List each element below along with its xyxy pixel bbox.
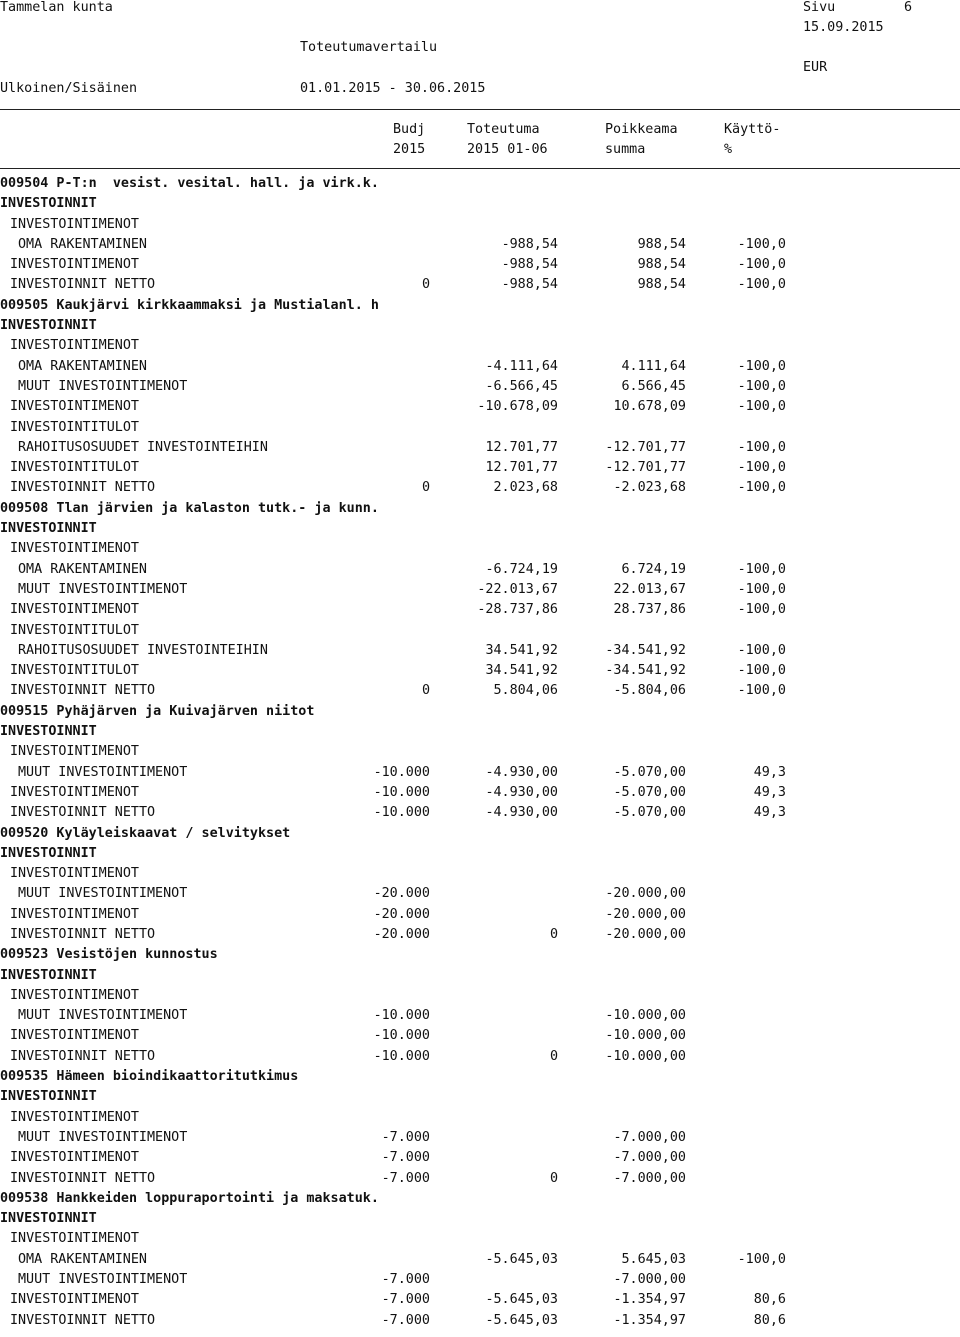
row-label: 009538 Hankkeiden loppuraportointi ja maksatuk. <box>0 1190 379 1206</box>
table-row <box>0 1229 960 1249</box>
usage-percent-cell: -100,0 <box>737 236 786 252</box>
variance-cell: 5.645,03 <box>621 1251 686 1267</box>
variance-cell: -7.000,00 <box>613 1129 686 1145</box>
row-label: INVESTOINTIMENOT <box>10 257 139 273</box>
budget-cell: -10.000 <box>373 784 430 800</box>
variance-cell: 988,54 <box>637 277 686 293</box>
group-row <box>0 316 960 336</box>
table-row <box>0 864 960 884</box>
row-label: INVESTOINTIMENOT <box>10 541 139 557</box>
usage-percent-cell: -100,0 <box>737 581 786 597</box>
actual-cell: 2.023,68 <box>493 480 558 496</box>
usage-percent-cell: -100,0 <box>737 480 786 496</box>
usage-percent-cell: 80,6 <box>753 1312 786 1328</box>
row-label: INVESTOINTIMENOT <box>10 906 139 922</box>
usage-percent-cell: -100,0 <box>737 277 786 293</box>
row-label: 009504 P-T:n vesist. vesital. hall. ja virk.k. <box>0 176 379 191</box>
project-row <box>0 296 960 316</box>
row-label: MUUT INVESTOINTIMENOT <box>18 1129 188 1145</box>
row-label: INVESTOINNIT <box>0 1089 97 1105</box>
variance-cell: -5.804,06 <box>613 683 686 699</box>
usage-percent-cell: -100,0 <box>737 561 786 577</box>
budget-cell: -7.000 <box>381 1312 430 1328</box>
row-label: INVESTOINTIMENOT <box>10 1028 139 1044</box>
row-label: INVESTOINTIMENOT <box>10 866 139 882</box>
col-kaytto-line2: % <box>724 142 733 157</box>
row-label: INVESTOINTIMENOT <box>10 1292 139 1308</box>
actual-cell: -6.566,45 <box>485 378 558 394</box>
row-label: RAHOITUSOSUUDET INVESTOINTEIHIN <box>18 439 268 455</box>
table-row <box>0 742 960 762</box>
variance-cell: -1.354,97 <box>613 1292 686 1308</box>
actual-cell: 12.701,77 <box>485 460 558 476</box>
table-row <box>0 1270 960 1290</box>
actual-cell: -6.724,19 <box>485 561 558 577</box>
project-row <box>0 1067 960 1087</box>
variance-cell: 4.111,64 <box>621 358 686 374</box>
project-row <box>0 174 960 194</box>
row-label: 009520 Kyläyleiskaavat / selvitykset <box>0 825 291 841</box>
page-label: Sivu <box>803 0 836 15</box>
row-label: 009535 Hämeen bioindikaattoritutkimus <box>0 1069 299 1085</box>
usage-percent-cell: 49,3 <box>753 764 786 780</box>
table-row <box>0 438 960 458</box>
actual-cell: -5.645,03 <box>485 1251 558 1267</box>
row-label: INVESTOINTIMENOT <box>10 399 139 415</box>
table-row <box>0 478 960 498</box>
row-label: MUUT INVESTOINTIMENOT <box>18 378 188 394</box>
budget-cell: -7.000 <box>381 1150 430 1166</box>
row-label: INVESTOINNIT NETTO <box>10 277 156 293</box>
variance-cell: -12.701,77 <box>605 439 686 455</box>
period: 01.01.2015 - 30.06.2015 <box>300 81 486 96</box>
variance-cell: -34.541,92 <box>605 642 686 658</box>
row-label: INVESTOINTITULOT <box>10 460 139 476</box>
variance-cell: 22.013,67 <box>613 581 686 597</box>
variance-cell: 10.678,09 <box>613 399 686 415</box>
row-label: 009505 Kaukjärvi kirkkaammaksi ja Mustialanl. h <box>0 297 379 313</box>
row-label: INVESTOINTIMENOT <box>10 1231 139 1247</box>
table-row <box>0 336 960 356</box>
table-row <box>0 560 960 580</box>
variance-cell: -7.000,00 <box>613 1272 686 1288</box>
variance-cell: -7.000,00 <box>613 1150 686 1166</box>
variance-cell: -34.541,92 <box>605 663 686 679</box>
col-poikkeama-line1: Poikkeama <box>605 122 678 137</box>
actual-cell: -4.930,00 <box>485 784 558 800</box>
actual-cell: 0 <box>549 1170 558 1186</box>
table-row <box>0 884 960 904</box>
budget-cell: -20.000 <box>373 886 430 902</box>
budget-cell: -7.000 <box>381 1292 430 1308</box>
table-row <box>0 255 960 275</box>
project-row <box>0 824 960 844</box>
usage-percent-cell: -100,0 <box>737 257 786 273</box>
table-row <box>0 763 960 783</box>
table-row <box>0 1290 960 1310</box>
project-row <box>0 499 960 519</box>
usage-percent-cell: 49,3 <box>753 784 786 800</box>
actual-cell: -5.645,03 <box>485 1292 558 1308</box>
row-label: 009515 Pyhäjärven ja Kuivajärven niitot <box>0 703 315 719</box>
actual-cell: -28.737,86 <box>477 602 558 618</box>
actual-cell: 34.541,92 <box>485 663 558 679</box>
actual-cell: -22.013,67 <box>477 581 558 597</box>
budget-cell: -10.000 <box>373 1028 430 1044</box>
row-label: INVESTOINTIMENOT <box>10 784 139 800</box>
usage-percent-cell: -100,0 <box>737 460 786 476</box>
usage-percent-cell: -100,0 <box>737 642 786 658</box>
row-label: OMA RAKENTAMINEN <box>18 1251 147 1267</box>
variance-cell: 988,54 <box>637 257 686 273</box>
variance-cell: 988,54 <box>637 236 686 252</box>
group-row <box>0 194 960 214</box>
group-row <box>0 966 960 986</box>
report-table <box>0 174 960 1331</box>
budget-cell: -7.000 <box>381 1272 430 1288</box>
table-row <box>0 1169 960 1189</box>
actual-cell: -4.930,00 <box>485 805 558 821</box>
row-label: INVESTOINTIMENOT <box>10 216 139 232</box>
actual-cell: -988,54 <box>501 236 558 252</box>
row-label: MUUT INVESTOINTIMENOT <box>18 581 188 597</box>
actual-cell: -4.930,00 <box>485 764 558 780</box>
budget-cell: -10.000 <box>373 805 430 821</box>
table-row <box>0 357 960 377</box>
row-label: INVESTOINNIT <box>0 724 97 740</box>
table-row <box>0 1250 960 1270</box>
group-row <box>0 1087 960 1107</box>
usage-percent-cell: -100,0 <box>737 663 786 679</box>
report-date: 15.09.2015 <box>803 20 884 35</box>
variance-cell: -20.000,00 <box>605 926 686 942</box>
usage-percent-cell: -100,0 <box>737 358 786 374</box>
actual-cell: -988,54 <box>501 277 558 293</box>
table-row <box>0 1128 960 1148</box>
usage-percent-cell: 80,6 <box>753 1292 786 1308</box>
row-label: MUUT INVESTOINTIMENOT <box>18 1272 188 1288</box>
budget-cell: -10.000 <box>373 1048 430 1064</box>
project-row <box>0 945 960 965</box>
row-label: INVESTOINNIT NETTO <box>10 480 156 496</box>
actual-cell: -4.111,64 <box>485 358 558 374</box>
row-label: INVESTOINNIT NETTO <box>10 683 156 699</box>
group-row <box>0 1209 960 1229</box>
group-row <box>0 844 960 864</box>
col-poikkeama-line2: summa <box>605 142 646 157</box>
row-label: INVESTOINTIMENOT <box>10 602 139 618</box>
table-row <box>0 905 960 925</box>
row-label: INVESTOINTITULOT <box>10 663 139 679</box>
row-label: MUUT INVESTOINTIMENOT <box>18 764 188 780</box>
variance-cell: 6.566,45 <box>621 378 686 394</box>
variance-cell: -10.000,00 <box>605 1028 686 1044</box>
page-number: 6 <box>904 0 913 15</box>
usage-percent-cell: -100,0 <box>737 602 786 618</box>
actual-cell: -10.678,09 <box>477 399 558 415</box>
col-toteutuma-line2: 2015 01-06 <box>467 142 548 157</box>
variance-cell: -1.354,97 <box>613 1312 686 1328</box>
variance-cell: 6.724,19 <box>621 561 686 577</box>
project-row <box>0 1189 960 1209</box>
variance-cell: -5.070,00 <box>613 805 686 821</box>
variance-cell: -2.023,68 <box>613 480 686 496</box>
row-label: INVESTOINTIMENOT <box>10 1150 139 1166</box>
usage-percent-cell: -100,0 <box>737 439 786 455</box>
report-title: Toteutumavertailu <box>300 40 438 55</box>
variance-cell: -7.000,00 <box>613 1170 686 1186</box>
budget-cell: -10.000 <box>373 1008 430 1024</box>
row-label: OMA RAKENTAMINEN <box>18 236 147 252</box>
table-row <box>0 397 960 417</box>
variance-cell: -10.000,00 <box>605 1008 686 1024</box>
actual-cell: 12.701,77 <box>485 439 558 455</box>
table-row <box>0 215 960 235</box>
row-label: INVESTOINTIMENOT <box>10 987 139 1003</box>
row-label: OMA RAKENTAMINEN <box>18 561 147 577</box>
variance-cell: -12.701,77 <box>605 460 686 476</box>
variance-cell: -20.000,00 <box>605 886 686 902</box>
table-row <box>0 235 960 255</box>
table-row <box>0 641 960 661</box>
usage-percent-cell: -100,0 <box>737 378 786 394</box>
project-row <box>0 702 960 722</box>
org-name: Tammelan kunta <box>0 0 113 15</box>
actual-cell: 5.804,06 <box>493 683 558 699</box>
variance-cell: -5.070,00 <box>613 764 686 780</box>
variance-cell: -10.000,00 <box>605 1048 686 1064</box>
row-label: 009523 Vesistöjen kunnostus <box>0 947 218 963</box>
row-label: INVESTOINNIT <box>0 196 97 212</box>
row-label: INVESTOINNIT NETTO <box>10 1170 156 1186</box>
actual-cell: -988,54 <box>501 257 558 273</box>
row-label: INVESTOINNIT <box>0 1211 97 1227</box>
row-label: 009508 Tlan järvien ja kalaston tutk.- ja kunn. <box>0 500 379 516</box>
actual-cell: -5.645,03 <box>485 1312 558 1328</box>
scope: Ulkoinen/Sisäinen <box>0 81 138 96</box>
variance-cell: 28.737,86 <box>613 602 686 618</box>
budget-cell: -7.000 <box>381 1129 430 1145</box>
row-label: INVESTOINTIMENOT <box>10 744 139 760</box>
budget-cell: -7.000 <box>381 1170 430 1186</box>
row-label: INVESTOINTIMENOT <box>10 338 139 354</box>
row-label: INVESTOINTITULOT <box>10 419 139 435</box>
budget-cell: 0 <box>421 480 430 496</box>
budget-cell: -10.000 <box>373 764 430 780</box>
budget-cell: 0 <box>421 683 430 699</box>
table-row <box>0 1006 960 1026</box>
table-row <box>0 925 960 945</box>
variance-cell: -5.070,00 <box>613 784 686 800</box>
row-label: MUUT INVESTOINTIMENOT <box>18 1008 188 1024</box>
actual-cell: 0 <box>549 1048 558 1064</box>
table-row <box>0 539 960 559</box>
row-label: INVESTOINNIT NETTO <box>10 805 156 821</box>
table-row <box>0 600 960 620</box>
header-divider-top <box>0 109 960 110</box>
usage-percent-cell: -100,0 <box>737 399 786 415</box>
usage-percent-cell: -100,0 <box>737 1251 786 1267</box>
table-row <box>0 1108 960 1128</box>
table-row <box>0 803 960 823</box>
row-label: INVESTOINNIT NETTO <box>10 1048 156 1064</box>
col-kaytto-line1: Käyttö- <box>724 122 781 137</box>
row-label: INVESTOINTIMENOT <box>10 1109 139 1125</box>
table-row <box>0 621 960 641</box>
table-row <box>0 661 960 681</box>
actual-cell: 0 <box>549 926 558 942</box>
budget-cell: -20.000 <box>373 926 430 942</box>
table-row <box>0 1026 960 1046</box>
usage-percent-cell: -100,0 <box>737 683 786 699</box>
table-row <box>0 580 960 600</box>
currency: EUR <box>803 60 828 75</box>
budget-cell: 0 <box>421 277 430 293</box>
group-row <box>0 519 960 539</box>
row-label: MUUT INVESTOINTIMENOT <box>18 886 188 902</box>
table-row <box>0 418 960 438</box>
row-label: OMA RAKENTAMINEN <box>18 358 147 374</box>
table-row <box>0 1311 960 1331</box>
row-label: INVESTOINNIT <box>0 845 97 861</box>
row-label: INVESTOINNIT <box>0 318 97 334</box>
col-budj-line2: 2015 <box>393 142 426 157</box>
table-row <box>0 681 960 701</box>
actual-cell: 34.541,92 <box>485 642 558 658</box>
row-label: INVESTOINNIT <box>0 967 97 983</box>
col-toteutuma-line1: Toteutuma <box>467 122 540 137</box>
col-budj-line1: Budj <box>393 122 426 137</box>
table-row <box>0 458 960 478</box>
group-row <box>0 722 960 742</box>
row-label: INVESTOINNIT <box>0 521 97 537</box>
table-row <box>0 1148 960 1168</box>
table-row <box>0 783 960 803</box>
row-label: INVESTOINTITULOT <box>10 622 139 638</box>
table-row <box>0 275 960 295</box>
header-divider-bottom <box>0 168 960 169</box>
table-row <box>0 986 960 1006</box>
usage-percent-cell: 49,3 <box>753 805 786 821</box>
row-label: INVESTOINNIT NETTO <box>10 926 156 942</box>
row-label: INVESTOINNIT NETTO <box>10 1312 156 1328</box>
budget-cell: -20.000 <box>373 906 430 922</box>
row-label: RAHOITUSOSUUDET INVESTOINTEIHIN <box>18 642 268 658</box>
table-row <box>0 377 960 397</box>
variance-cell: -20.000,00 <box>605 906 686 922</box>
table-row <box>0 1047 960 1067</box>
